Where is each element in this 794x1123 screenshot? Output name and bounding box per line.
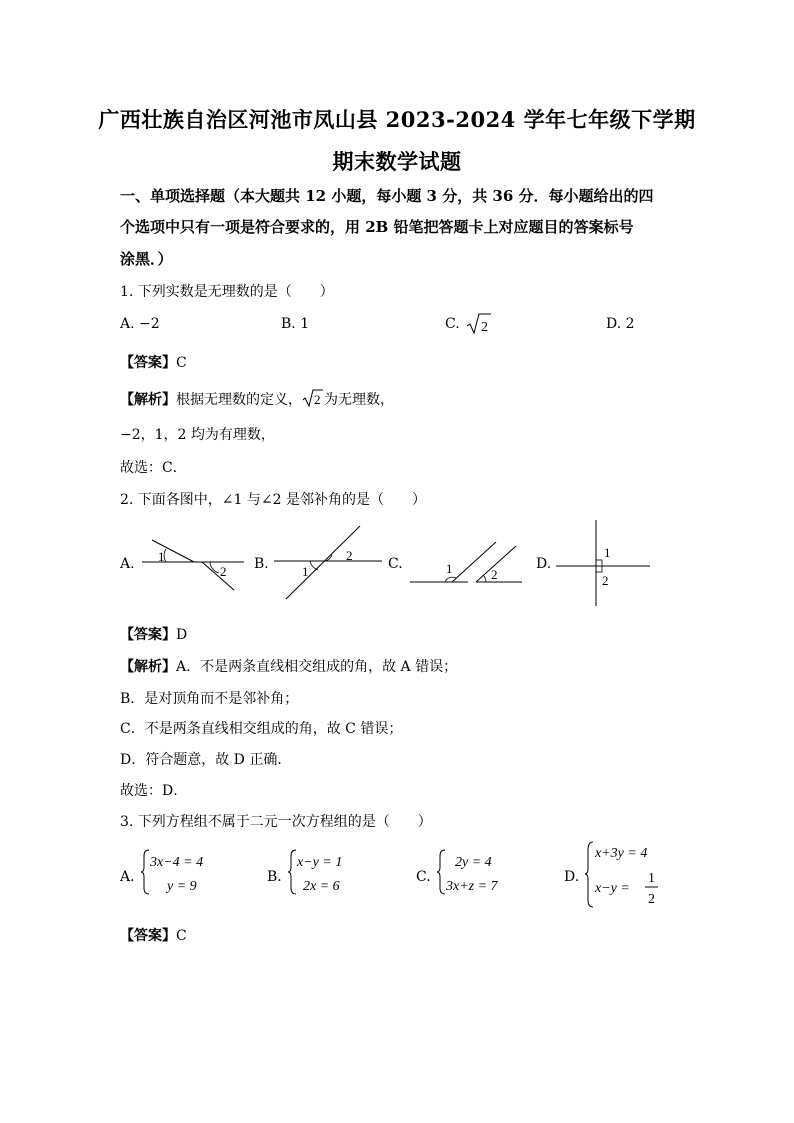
q2-figure-b: [272, 524, 384, 602]
angle-2-label: 2: [346, 548, 353, 563]
angle-2-label: 2: [491, 567, 498, 582]
q3-d-eq2-left: x−y =: [595, 881, 630, 896]
q2-analysis-d: D．符合题意，故 D 正确．: [120, 752, 292, 768]
q1-analysis-line2: −2，1，2 均为有理数，: [120, 427, 275, 443]
q2-conclusion: 故选：D．: [120, 783, 188, 799]
analysis-line-a: A．不是两条直线相交组成的角，故 A 错误；: [176, 659, 458, 675]
analysis-text-a: 根据无理数的定义，: [176, 392, 302, 408]
angle-1-label: 1: [158, 549, 165, 564]
q2-analysis-a: [120, 656, 457, 676]
q2-figure-c: [406, 540, 524, 588]
answer-tag: 【答案】: [120, 355, 176, 371]
q3-c-eq2: 3x+z = 7: [446, 879, 498, 894]
analysis-radicand: 2: [314, 392, 321, 407]
q3-option-c-system: [437, 848, 521, 896]
q3-a-eq1: 3x−4 = 4: [150, 855, 204, 870]
q1-conclusion: 故选：C．: [120, 460, 187, 476]
section-heading-line3: 涂黑．）: [120, 250, 173, 268]
document-title-line1: 广西壮族自治区河池市凤山县 2023-2024 学年七年级下学期: [98, 107, 696, 132]
q3-c-eq1: 2y = 4: [455, 855, 492, 870]
angle-1-label: 1: [302, 564, 309, 579]
document-title-line2: 期末数学试题: [332, 149, 462, 174]
q3-b-eq1: x−y = 1: [297, 855, 343, 870]
analysis-sqrt: [302, 388, 324, 408]
q2-figure-a-label: A.: [120, 556, 135, 572]
analysis-text-b: 为无理数，: [324, 392, 394, 408]
q3-d-frac-num: 1: [648, 871, 655, 886]
q2-analysis-b: B．是对顶角而不是邻补角；: [120, 691, 299, 707]
q2-figure-d-label: D.: [536, 556, 552, 572]
analysis-tag: 【解析】: [120, 659, 176, 675]
q1-stem: 1. 下列实数是无理数的是（ ）: [120, 284, 334, 300]
q1-option-c-radicand: 2: [481, 320, 488, 335]
answer-value: C: [176, 355, 187, 371]
q3-stem: 3. 下列方程组不属于二元一次方程组的是（ ）: [120, 814, 432, 830]
q3-d-eq1: x+3y = 4: [595, 846, 648, 861]
answer-value: D: [176, 627, 188, 643]
answer-value: C: [176, 928, 187, 944]
q3-a-eq2: y = 9: [167, 879, 197, 894]
q1-option-a: A. −2: [120, 316, 160, 332]
q1-analysis: [120, 388, 394, 409]
q3-option-a-system: [141, 848, 221, 896]
q3-option-d-system: [585, 840, 669, 910]
q2-answer: [120, 624, 187, 644]
q1-option-c-sqrt: [466, 312, 492, 336]
q2-figure-c-label: C.: [388, 556, 403, 572]
q2-stem: 2. 下面各图中，∠1 与∠2 是邻补角的是（ ）: [120, 492, 426, 508]
q3-option-b-system: [288, 848, 364, 896]
q2-figure-a: [138, 538, 250, 592]
q3-d-frac-den: 2: [648, 892, 655, 907]
q1-option-d: D. 2: [606, 316, 635, 332]
answer-tag: 【答案】: [120, 928, 176, 944]
q3-option-b-label: B.: [267, 869, 282, 885]
q3-option-d-label: D.: [564, 869, 580, 885]
q1-option-b: B. 1: [281, 316, 310, 332]
q3-option-c-label: C.: [416, 869, 431, 885]
angle-1-label: 1: [446, 561, 453, 576]
angle-2-label: 2: [602, 573, 609, 588]
q1-option-c-label: C.: [445, 316, 460, 332]
answer-tag: 【答案】: [120, 627, 176, 643]
q3-option-a-label: A.: [120, 869, 135, 885]
q3-b-eq2: 2x = 6: [303, 879, 340, 894]
q2-figure-b-label: B.: [254, 556, 269, 572]
q1-answer: [120, 352, 187, 372]
analysis-tag: 【解析】: [120, 392, 176, 408]
section-heading-line2: 个选项中只有一项是符合要求的，用 2B 铅笔把答题卡上对应题目的答案标号: [120, 218, 634, 236]
angle-2-label: 2: [220, 564, 227, 579]
angle-1-label: 1: [604, 545, 611, 560]
section-heading-line1: 一、单项选择题（本大题共 12 小题，每小题 3 分，共 36 分．每小题给出的四: [120, 187, 654, 205]
q2-figure-d: [554, 518, 654, 608]
q3-answer: [120, 925, 187, 945]
q2-analysis-c: C．不是两条直线相交组成的角，故 C 错误；: [120, 721, 403, 737]
